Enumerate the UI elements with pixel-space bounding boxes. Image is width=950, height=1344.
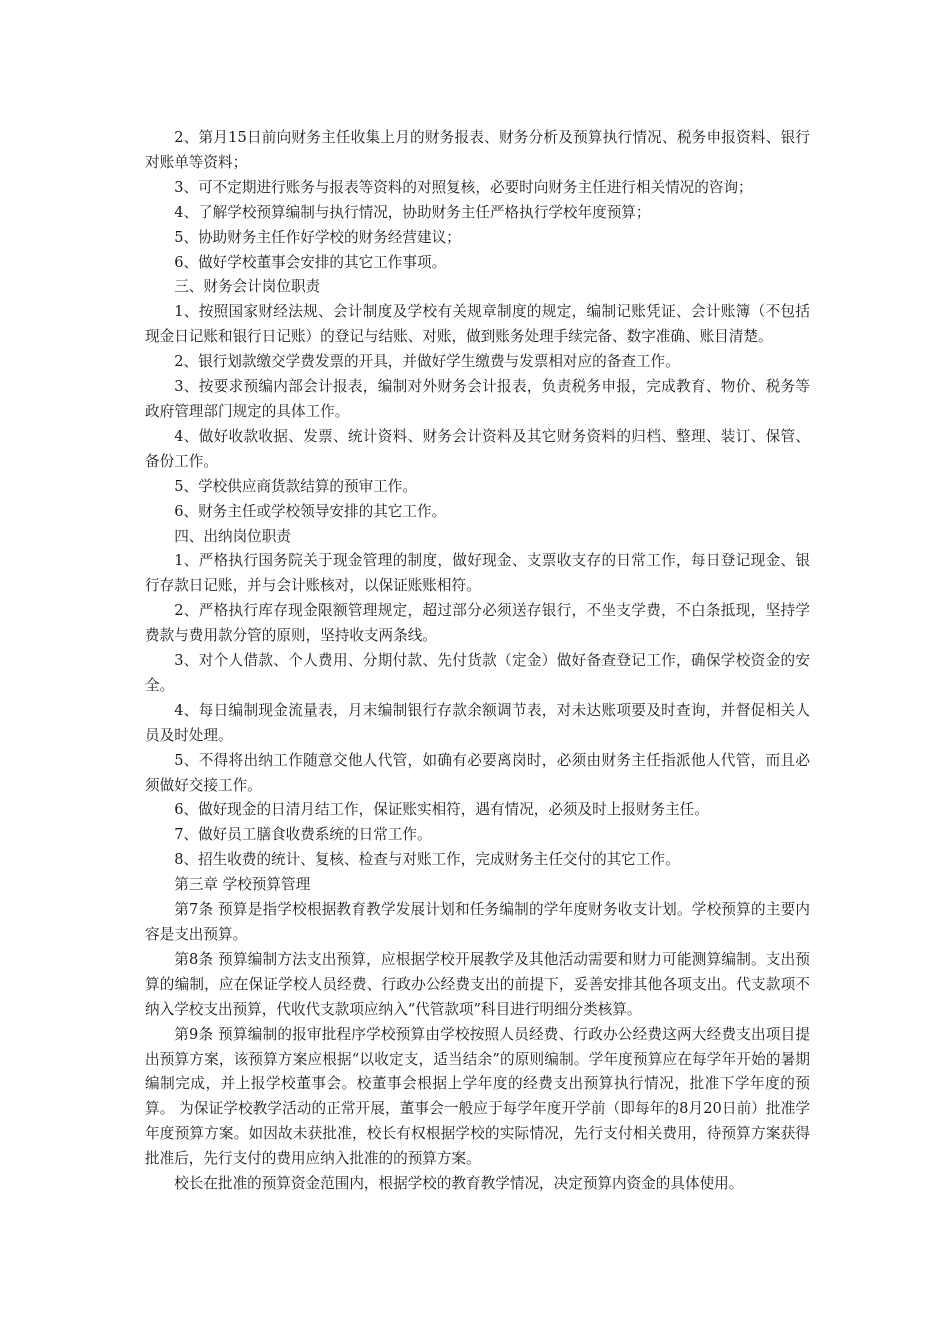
cashier-duty-3: 3、对个人借款、个人费用、分期付款、先付货款（定金）做好备查登记工作，确保学校资金的安全。 [145, 652, 810, 694]
cashier-duty-5: 5、不得将出纳工作随意交他人代管，如确有必要离岗时，必须由财务主任指派他人代管，而且必须做好交接工作。 [145, 751, 810, 794]
cashier-duty-7: 7、做好员工膳食收费系统的日常工作。 [174, 826, 432, 844]
closing-paragraph: 校长在批准的预算资金范围内，根据学校的教育教学情况，决定预算内资金的具体使用。 [174, 1175, 744, 1193]
paragraph-item-6: 6、做好学校董事会安排的其它工作事项。 [174, 253, 447, 271]
document-page [145, 126, 810, 1197]
paragraph-item-4: 4、了解学校预算编制与执行情况，协助财务主任严格执行学校年度预算； [174, 203, 651, 221]
cashier-duty-4: 4、每日编制现金流量表，月末编制银行存款余额调节表，对未达账项要及时查询，并督促相关人员及时处理。 [145, 701, 810, 744]
paragraph-item-3: 3、可不定期进行账务与报表等资料的对照复核，必要时向财务主任进行相关情况的咨询； [174, 178, 753, 196]
chapter-heading-budget: 第三章 学校预算管理 [174, 876, 311, 894]
accounting-duty-2: 2、银行划款缴交学费发票的开具，并做好学生缴费与发票相对应的备查工作。 [174, 353, 680, 371]
cashier-duty-8: 8、招生收费的统计、复核、检查与对账工作，完成财务主任交付的其它工作。 [174, 851, 680, 869]
article-9: 第9条 预算编制的报审批程序学校预算由学校按照人员经费、行政办公经费这两大经费支出项目提出预算方案，该预算方案应根据“以收定支，适当结余”的原则编制。学年度预算应在每学年开始的暑期编制完成，并上报学校董事会。校董事会根据上学年度的经费支出预算执行情况，批准下学年度的预算。 为保证学校教学活动的正常开展，董事会一般应于每学年度开学前（即每年的8月20日前）批准学年度预算方案。如因故未获批准，校长有权根据学校的实际情况，先行支付相关费用，待预算方案获得批准后，先行支付的费用应纳入批准的的预算方案。 [145, 1025, 810, 1168]
cashier-duty-6: 6、做好现金的日清月结工作，保证账实相符，遇有情况，必须及时上报财务主任。 [174, 801, 709, 819]
accounting-duty-6: 6、财务主任或学校领导安排的其它工作。 [174, 502, 447, 520]
accounting-duty-1: 1、按照国家财经法规、会计制度及学校有关规章制度的规定，编制记账凭证、会计账簿（不包括现金日记账和银行日记账）的登记与结账、对账，做到账务处理手续完备、数字准确、账目清楚。 [145, 303, 810, 346]
cashier-duty-2: 2、严格执行库存现金限额管理规定，超过部分必须送存银行，不坐支学费，不白条抵现，坚持学费款与费用款分管的原则，坚持收支两条线。 [145, 602, 810, 645]
paragraph-item-2: 2、第月15日前向财务主任收集上月的财务报表、财务分析及预算执行情况、税务申报资料、银行对账单等资料； [145, 129, 810, 171]
paragraph-item-5: 5、协助财务主任作好学校的财务经营建议； [174, 228, 461, 246]
accounting-duty-4: 4、做好收款收据、发票、统计资料、财务会计资料及其它财务资料的归档、整理、装订、保管、备份工作。 [145, 427, 810, 470]
accounting-duty-5: 5、学校供应商货款结算的预审工作。 [174, 477, 417, 495]
cashier-duty-1: 1、严格执行国务院关于现金管理的制度，做好现金、支票收支存的日常工作，每日登记现金、银行存款日记账，并与会计账核对，以保证账账相符。 [145, 552, 810, 595]
section-heading-cashier: 四、出纳岗位职责 [174, 527, 291, 545]
section-heading-accounting: 三、财务会计岗位职责 [174, 278, 321, 296]
accounting-duty-3: 3、按要求预编内部会计报表，编制对外财务会计报表，负责税务申报，完成教育、物价、税务等政府管理部门规定的具体工作。 [145, 378, 810, 420]
article-7: 第7条 预算是指学校根据教育教学发展计划和任务编制的学年度财务收支计划。学校预算的主要内容是支出预算。 [145, 901, 810, 943]
article-8: 第8条 预算编制方法支出预算，应根据学校开展教学及其他活动需要和财力可能测算编制。支出预算的编制，应在保证学校人员经费、行政办公经费支出的前提下，妥善安排其他各项支出。代支款项不纳入学校支出预算，代收代支款项应纳入“代管款项”科目进行明细分类核算。 [145, 950, 810, 1018]
